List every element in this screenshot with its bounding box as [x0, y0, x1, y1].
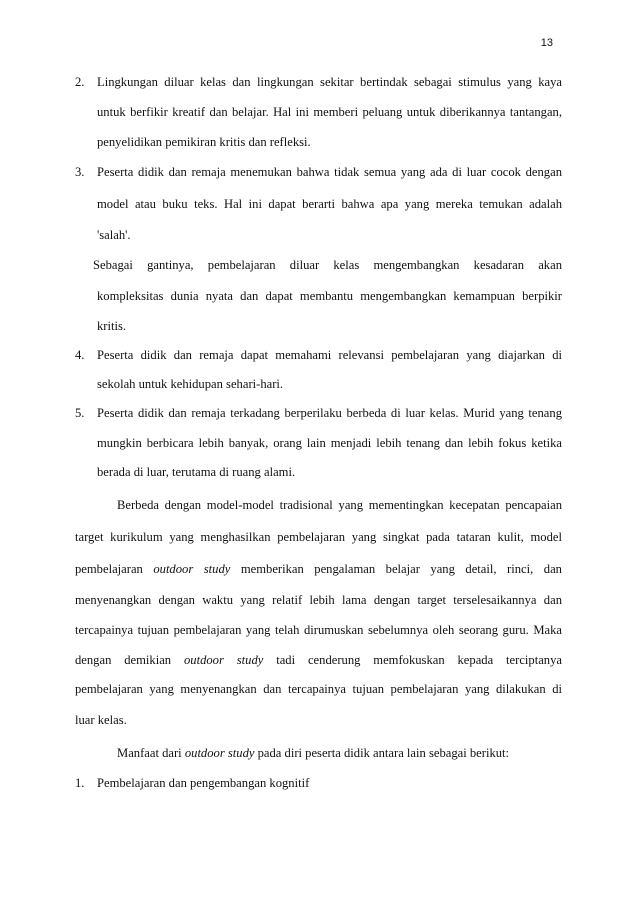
- paragraph-line: [75, 561, 562, 577]
- list-item-line: Peserta didik dan remaja terkadang berperilaku berbeda di luar kelas. Murid yang tenang: [97, 406, 562, 420]
- italic-term: outdoor study: [184, 746, 255, 760]
- list-item-line: Peserta didik dan remaja menemukan bahwa tidak semua yang ada di luar cocok dengan: [97, 165, 562, 179]
- text-segment: dengan demikian: [75, 653, 184, 667]
- list-item-line: penyelidikan pemikiran kritis dan refleksi.: [97, 135, 311, 149]
- list-item-line: Lingkungan diluar kelas dan lingkungan sekitar bertindak sebagai stimulus yang kaya: [97, 75, 562, 89]
- list-item-line: Pembelajaran dan pengembangan kognitif: [97, 776, 310, 790]
- paragraph-line: tercapainya tujuan pembelajaran yang telah dirumuskan sebelumnya oleh seorang guru. Maka: [75, 623, 562, 637]
- list-item-line: untuk berfikir kreatif dan belajar. Hal ini memberi peluang untuk diberikannya tantangan,: [97, 105, 562, 119]
- text-segment: tadi cenderung memfokuskan kepada terciptanya: [263, 653, 562, 667]
- list-item-line: sekolah untuk kehidupan sehari-hari.: [97, 377, 284, 391]
- text-segment: memberikan pengalaman belajar yang detail, rinci, dan: [230, 562, 562, 576]
- list-item-line: Sebagai gantinya, pembelajaran diluar kelas mengembangkan kesadaran akan: [93, 258, 562, 272]
- paragraph-line: pembelajaran yang menyenangkan dan tercapainya tujuan pembelajaran yang dilakukan di: [75, 682, 562, 696]
- text-segment: pada diri peserta didik antara lain sebagai berikut:: [254, 746, 510, 760]
- list-item-line: model atau buku teks. Hal ini dapat berarti bahwa apa yang mereka temukan adalah: [97, 197, 562, 211]
- paragraph-line: Berbeda dengan model-model tradisional yang mementingkan kecepatan pencapaian: [117, 498, 562, 512]
- list-item-line: kritis.: [97, 319, 127, 333]
- paragraph-line: target kurikulum yang menghasilkan pembelajaran yang singkat pada tataran kulit, model: [75, 530, 562, 544]
- list-number: 2.: [75, 75, 85, 89]
- list-item-line: kompleksitas dunia nyata dan dapat membantu mengembangkan kemampuan berpikir: [97, 289, 562, 303]
- text-segment: pembelajaran: [75, 562, 154, 576]
- list-item-line: mungkin berbicara lebih banyak, orang lain menjadi lebih tenang dan lebih fokus ketika: [97, 436, 562, 450]
- list-item-line: 'salah'.: [97, 228, 131, 242]
- list-number: 1.: [75, 776, 85, 790]
- paragraph-line: [75, 652, 562, 668]
- list-number: 3.: [75, 165, 85, 179]
- paragraph-line: menyenangkan dengan waktu yang relatif lebih lama dengan target terselesaikannya dan: [75, 593, 562, 607]
- list-number: 4.: [75, 348, 85, 362]
- list-item-line: berada di luar, terutama di ruang alami.: [97, 465, 296, 479]
- paragraph-line: [117, 745, 509, 761]
- page-number: 13: [540, 37, 553, 49]
- list-number: 5.: [75, 406, 85, 420]
- italic-term: outdoor study: [183, 653, 264, 667]
- paragraph-line: luar kelas.: [75, 713, 127, 727]
- list-item-line: Peserta didik dan remaja dapat memahami relevansi pembelajaran yang diajarkan di: [97, 348, 562, 362]
- text-segment: Manfaat dari: [117, 746, 185, 760]
- italic-term: outdoor study: [153, 562, 231, 576]
